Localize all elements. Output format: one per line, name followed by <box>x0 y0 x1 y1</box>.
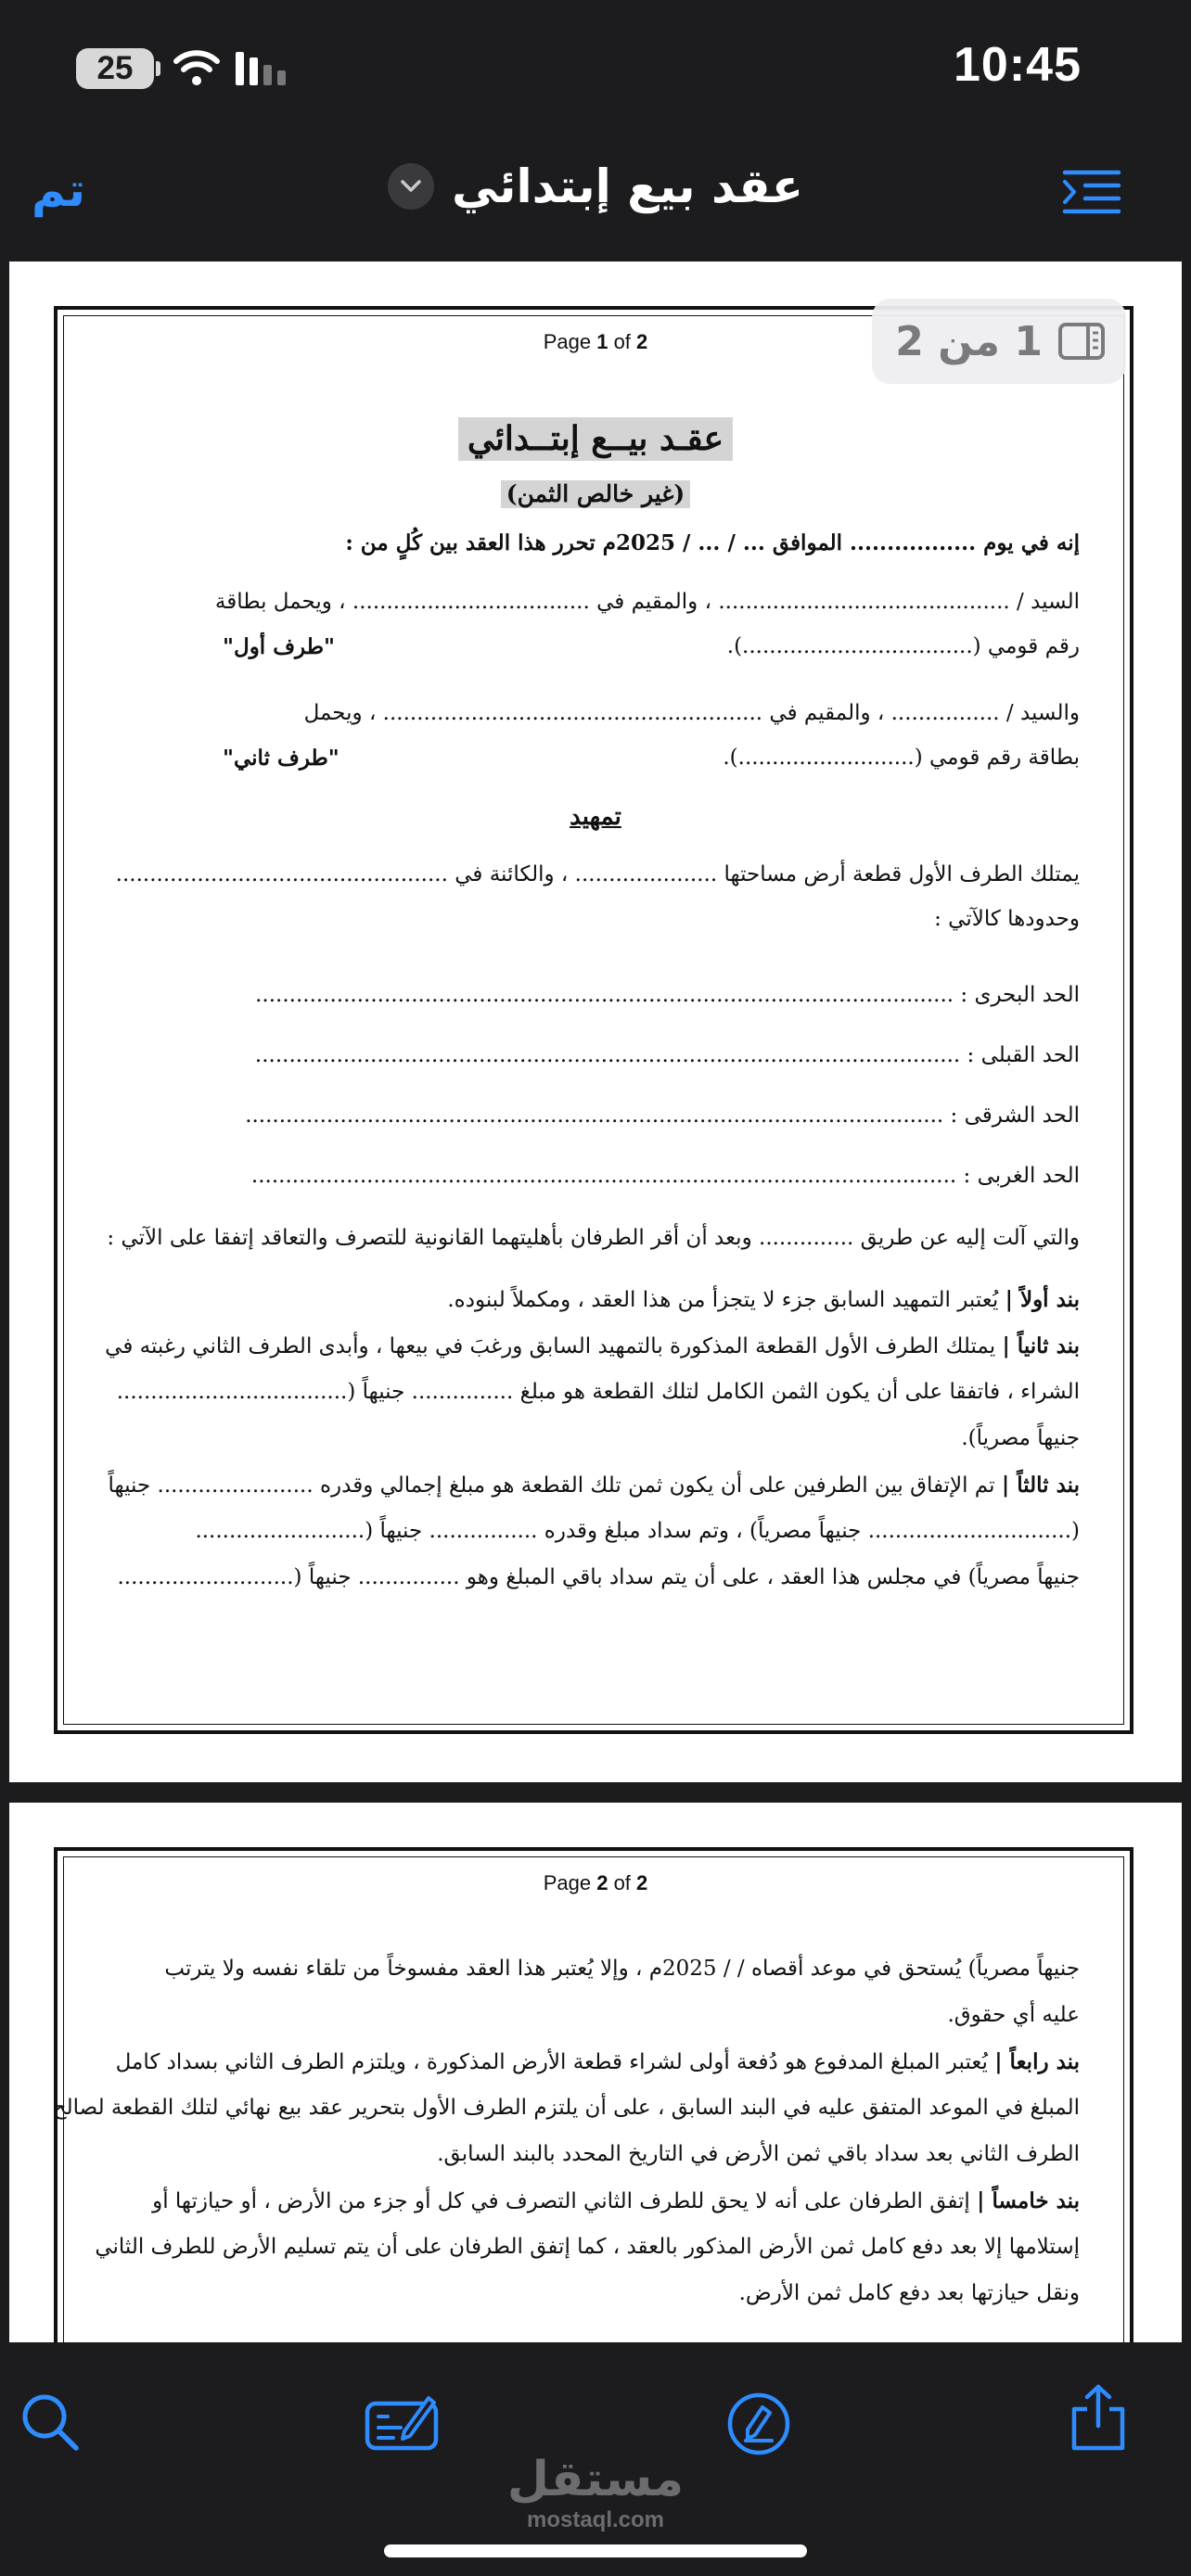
party1-role: "طرف أول" <box>223 634 336 659</box>
party2-line2 <box>111 746 1080 772</box>
watermark-logo: مستقل mostaql.com <box>506 2452 685 2532</box>
navigation-bar <box>0 139 1191 261</box>
page-indicator-label: 1 من 2 <box>895 317 1043 365</box>
battery-cap <box>156 61 160 76</box>
party1-line2 <box>111 634 1080 660</box>
document-page-2[interactable] <box>9 1803 1182 2342</box>
home-indicator[interactable] <box>384 2544 807 2557</box>
status-bar <box>0 0 1191 139</box>
battery-icon: 25 <box>76 48 154 89</box>
share-icon[interactable] <box>1067 2383 1130 2454</box>
bottom-toolbar <box>0 2342 1191 2576</box>
intro-line: إنه في يوم ................. الموافق ... / ... / 2025م تحرر هذا العقد بين كُلٍ من : <box>345 530 1080 555</box>
clause-4-line2: المبلغ في الموعد المتفق عليه في البند السابق ، على أن يلتزم الطرف الأول بتحرير عقد بيع نهائي لتلك القطعة لصالح <box>52 2096 1080 2120</box>
contract-subtitle: (غير خالص الثمن) <box>501 480 690 508</box>
clause-5-line2: إستلامها إلا بعد دفع كامل ثمن الأرض المذكور بالعقد ، كما إتفق الطرفان على أن يتم تسليم الأرض للطرف الثاني <box>95 2235 1080 2259</box>
preamble-heading: تمهيد <box>570 803 621 831</box>
document-title[interactable]: عقد بيع إبتدائي <box>452 159 803 213</box>
clause-5: بند خامساً | إتفق الطرفان على أنه لا يحق للطرف الثاني التصرف في كل أو جزء من الأرض ، أو حيازتها أو <box>152 2188 1080 2213</box>
done-button[interactable]: تم <box>32 163 85 217</box>
page-border <box>54 1847 1133 2342</box>
signal-icon <box>236 48 293 85</box>
clause-2-line3: جنيهاً مصرياً). <box>961 1426 1080 1450</box>
nav-title-group[interactable] <box>0 159 1191 213</box>
page-number: Page 1 of 2 <box>543 330 648 353</box>
border-west: الحد الغربى : ........................................................................................................ <box>250 1164 1080 1188</box>
clause-4-line3: الطرف الثاني بعد سداد باقي ثمن الأرض في التاريخ المحدد بالبند السابق. <box>437 2142 1080 2166</box>
acquired-line: والتي آلت إليه عن طريق .............. وبعد أن أقر الطرفان بأهليتهما القانونية للتصرف والتعاقد إتفقا على الآتي : <box>107 1226 1080 1250</box>
chevron-down-icon[interactable] <box>388 163 434 210</box>
party1-line1: السيد / ........................................... ، والمقيم في ................................... ، ويحمل بطاقة <box>214 590 1080 614</box>
preamble-line2: وحدودها كالآتي : <box>934 907 1080 931</box>
party2-line1: والسيد / ................ ، والمقيم في ........................................................ ، ويحمل <box>303 701 1080 725</box>
clock-time: 10:45 <box>954 38 1082 92</box>
pen-markup-icon[interactable] <box>725 2391 792 2457</box>
markup-icon[interactable] <box>364 2391 440 2454</box>
search-icon[interactable] <box>19 2391 82 2454</box>
page-indicator[interactable] <box>872 299 1126 384</box>
page2-line2: عليه أي حقوق. <box>947 2003 1080 2027</box>
document-page-1[interactable] <box>9 261 1182 1782</box>
document-viewer[interactable] <box>0 261 1191 2342</box>
clause-3-line2: (.............................. جنيهاً مصرياً) ، وتم سداد مبلغ وقدره ................ جنيهاً (......................... <box>195 1519 1080 1543</box>
clause-1: بند أولاً | يُعتبر التمهيد السابق جزء لا يتجزأ من هذا العقد ، ومكملاً لبنوده. <box>447 1287 1080 1312</box>
wifi-icon <box>173 48 221 87</box>
page-number: Page 2 of 2 <box>543 1871 648 1894</box>
party2-id: بطاقة رقم قومي (..........................). <box>723 746 1080 770</box>
preamble-line1: يمتلك الطرف الأول قطعة أرض مساحتها ..................... ، والكائنة في ................................................. <box>115 862 1080 886</box>
border-north: الحد البحرى : ....................................................................................................... <box>255 983 1080 1007</box>
clause-5-line3: ونقل حيازتها بعد دفع كامل ثمن الأرض. <box>738 2281 1080 2305</box>
clause-4: بند رابعاً | يُعتبر المبلغ المدفوع هو دُفعة أولى لشراء قطعة الأرض المذكورة ، ويلتزم الطرف الثاني بسداد كامل <box>115 2049 1080 2074</box>
party2-role: "طرف ثاني" <box>223 746 339 771</box>
page2-line1: جنيهاً مصرياً) يُستحق في موعد أقصاه / / 2025م ، وإلا يُعتبر هذا العقد مفسوخاً من تلقاء نفسه ولا يترتب <box>164 1957 1080 1981</box>
party1-id: رقم قومي (..................................). <box>726 634 1080 658</box>
clause-2: بند ثانياً | يمتلك الطرف الأول القطعة المذكورة بالتمهيد السابق ورغبَ في بيعها ، وأبدى الطرف الثاني رغبته في <box>105 1333 1080 1358</box>
border-south: الحد القبلى : ........................................................................................................ <box>254 1043 1080 1067</box>
sidebar-toggle-icon <box>1057 322 1106 361</box>
clause-3-line3: جنيهاً مصرياً) في مجلس هذا العقد ، على أن يتم سداد باقي المبلغ وهو ............... جنيهاً (.......................... <box>117 1565 1080 1589</box>
clause-2-line2: الشراء ، فاتفقا على أن يكون الثمن الكامل لتلك القطعة هو مبلغ ............... جنيهاً (.................................. <box>116 1380 1080 1404</box>
contract-title: عقـد بيــع إبتــدائي <box>458 417 733 461</box>
list-outline-icon[interactable] <box>1061 167 1122 219</box>
clause-3: بند ثالثاً | تم الإتفاق بين الطرفين على أن يكون ثمن تلك القطعة هو مبلغ إجمالي وقدره ....................... جنيهاً <box>108 1473 1080 1498</box>
border-east: الحد الشرقى : ....................................................................................................... <box>245 1103 1080 1128</box>
